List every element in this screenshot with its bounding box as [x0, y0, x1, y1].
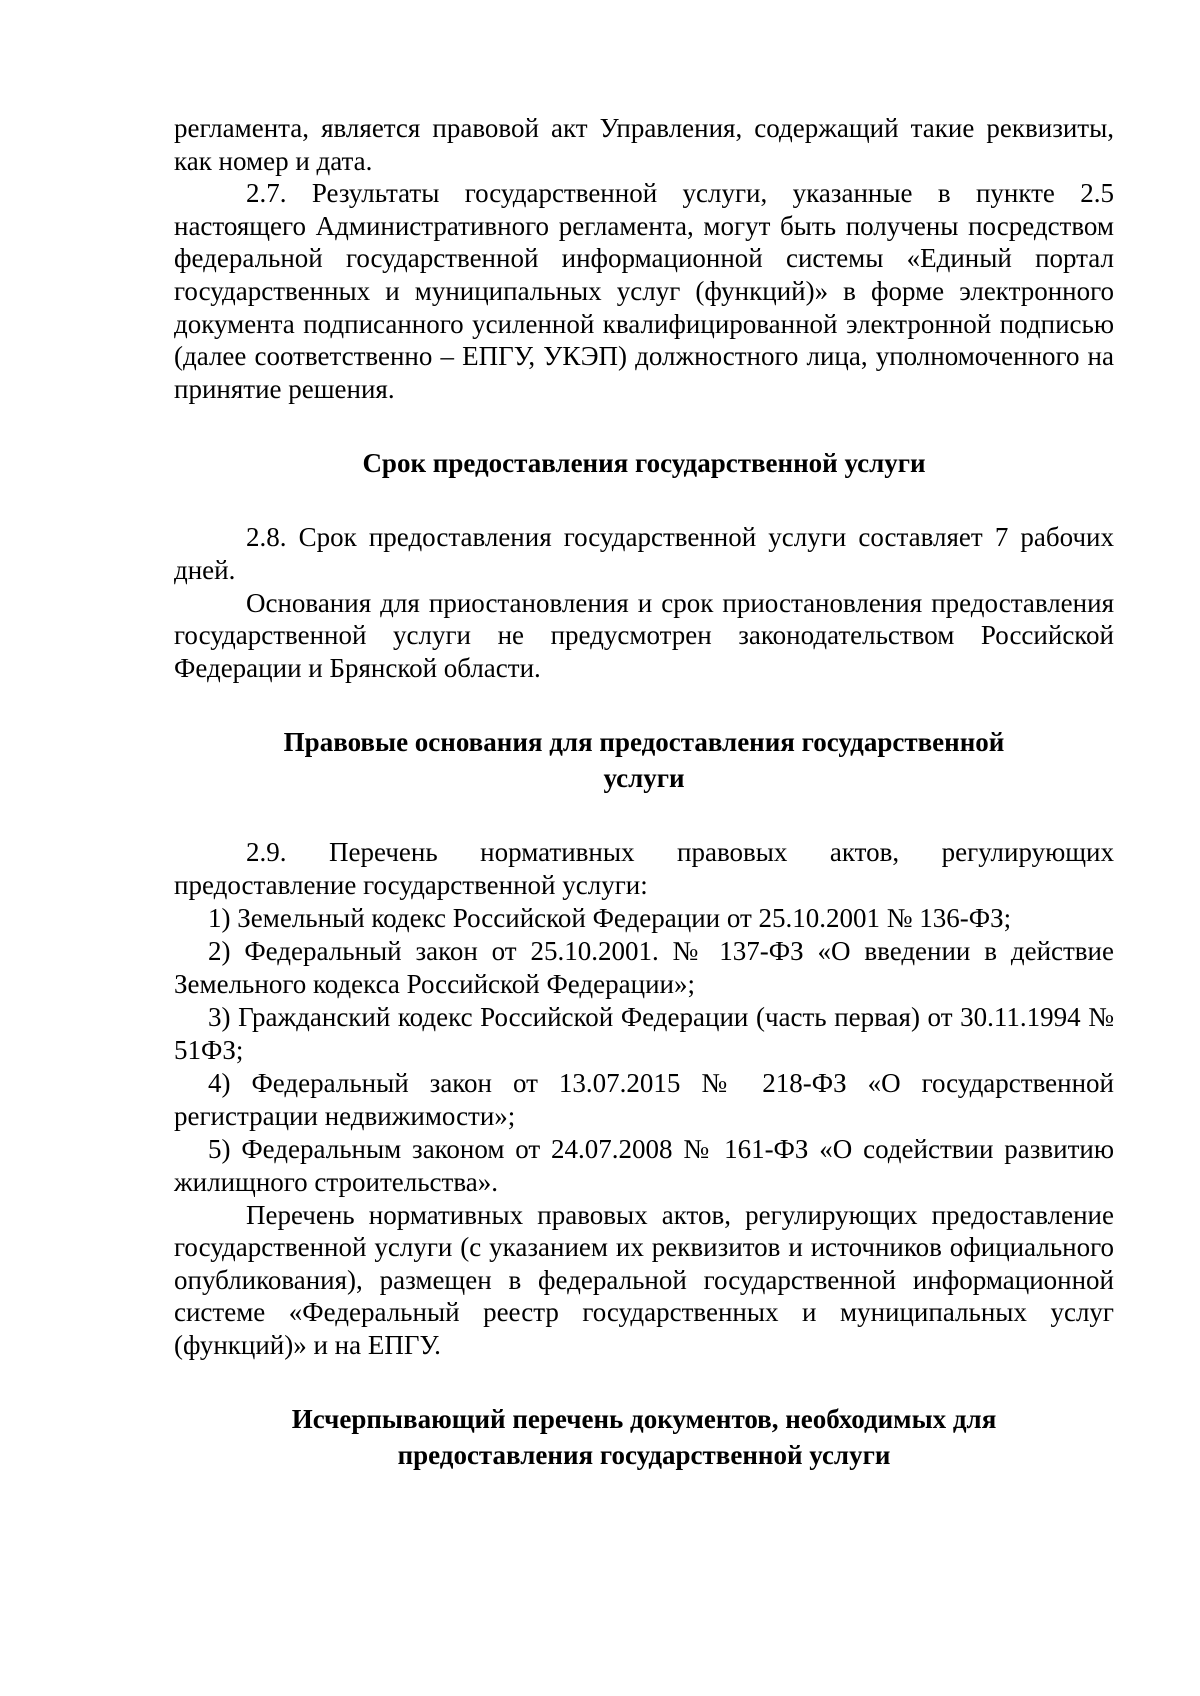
list-item: 5) Федеральным законом от 24.07.2008 № 161-ФЗ «О содействии развитию жилищного строительства».: [174, 1133, 1114, 1197]
paragraph-registry: Перечень нормативных правовых актов, регулирующих предоставление государственной услуги (с указанием их реквизитов и источников официального опубликования), размещен в федеральной государственной информационной системе «Федеральный реестр государственных и муниципальных услуг (функций)» и на ЕПГУ.: [174, 1199, 1114, 1360]
heading-legal-line2: услуги: [603, 763, 685, 794]
list-item: 3) Гражданский кодекс Российской Федерации (часть первая) от 30.11.1994 № 51ФЗ;: [174, 1001, 1114, 1065]
document-body: [174, 112, 1114, 1473]
heading-docs-line1: Исчерпывающий перечень документов, необходимых для: [291, 1404, 997, 1435]
heading-term: Срок предоставления государственной услуги: [362, 448, 926, 479]
list-item: 4) Федеральный закон от 13.07.2015 № 218-ФЗ «О государственной регистрации недвижимости»;: [174, 1067, 1114, 1131]
heading-docs-line2: предоставления государственной услуги: [397, 1440, 891, 1471]
list-item: 2) Федеральный закон от 25.10.2001. № 137-ФЗ «О введении в действие Земельного кодекса Российской Федерации»;: [174, 935, 1114, 999]
paragraph-suspension: Основания для приостановления и срок приостановления предоставления государственной услуги не предусмотрен законодательством Российской Федерации и Брянской области.: [174, 587, 1114, 683]
paragraph-2-7: 2.7. Результаты государственной услуги, указанные в пункте 2.5 настоящего Административного регламента, могут быть получены посредством федеральной государственной информационной системы «Единый портал государственных и муниципальных услуг (функций)» в форме электронного документа подписанного усиленной квалифицированной электронной подписью (далее соответственно – ЕПГУ, УКЭП) должностного лица, уполномоченного на принятие решения.: [174, 178, 1114, 404]
paragraph-2-8: 2.8. Срок предоставления государственной услуги составляет 7 рабочих дней.: [174, 522, 1114, 585]
paragraph-intro: регламента, является правовой акт Управления, содержащий такие реквизиты, как номер и дата.: [174, 113, 1114, 176]
paragraph-2-9: 2.9. Перечень нормативных правовых актов, регулирующих предоставление государственной услуги:: [174, 837, 1114, 900]
heading-legal-line1: Правовые основания для предоставления государственной: [283, 727, 1005, 758]
list-item: 1) Земельный кодекс Российской Федерации от 25.10.2001 № 136-ФЗ;: [208, 902, 1012, 933]
